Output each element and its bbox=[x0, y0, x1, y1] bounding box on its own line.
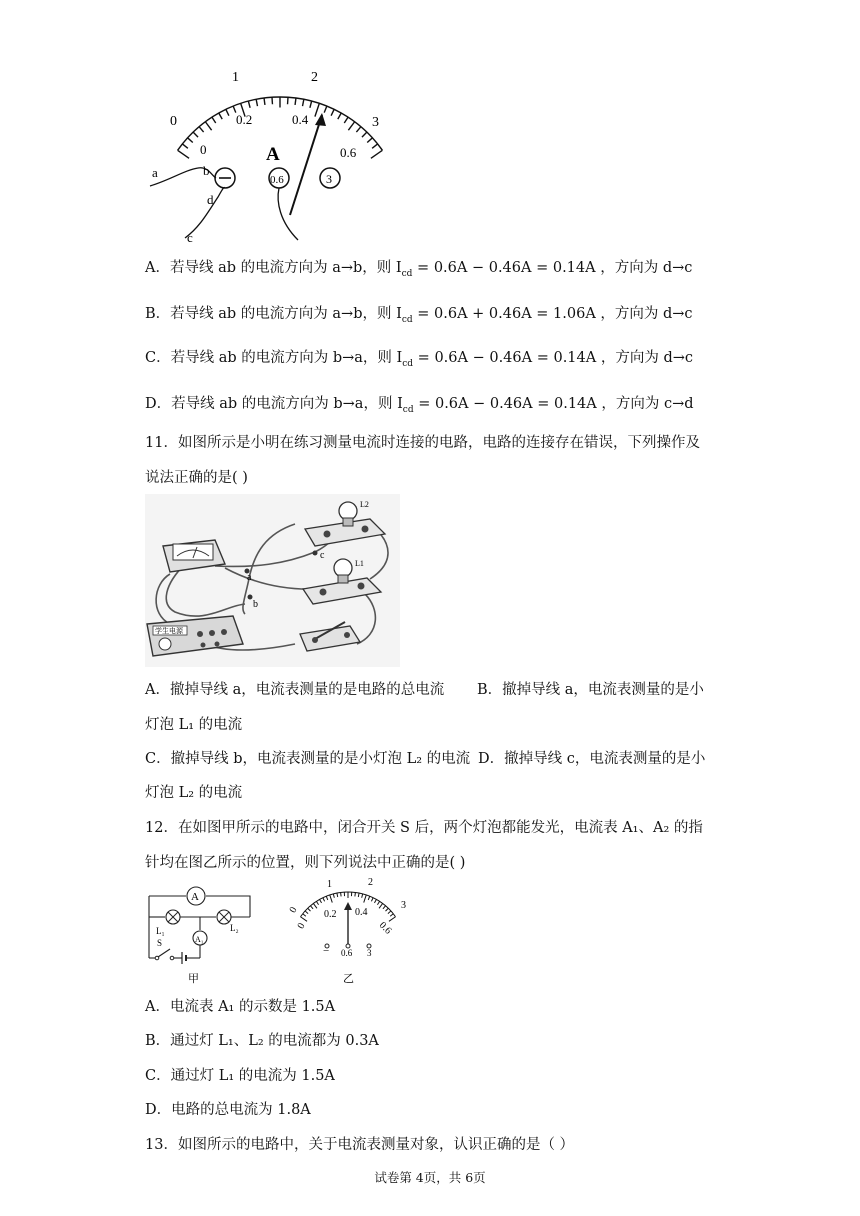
svg-text:3: 3 bbox=[367, 948, 372, 958]
scale-tick bbox=[310, 101, 312, 108]
major-tick-2: 2 bbox=[311, 70, 318, 85]
scale-tick bbox=[324, 106, 327, 112]
q13-stem: 13．如图所示的电路中，关于电流表测量对象，认识正确的是（ ） bbox=[145, 1137, 575, 1153]
scale-tick bbox=[371, 150, 382, 158]
q12-option-d: D．电路的总电流为 1.8A bbox=[145, 1102, 311, 1118]
scale-tick bbox=[212, 117, 216, 123]
svg-text:0.2: 0.2 bbox=[324, 909, 337, 920]
scale-tick bbox=[295, 98, 296, 105]
scale-tick bbox=[374, 899, 376, 902]
scale-tick bbox=[362, 132, 367, 137]
scale-tick bbox=[303, 99, 304, 106]
q12-stem-line1: 12．在如图甲所示的电路中，闭合开关 S 后，两个灯泡都能发光，电流表 A₁、A₂ 的指 bbox=[145, 820, 703, 836]
scale-tick bbox=[367, 138, 372, 143]
scale-tick bbox=[341, 892, 342, 896]
scale-tick bbox=[193, 132, 198, 137]
major-tick-3: 3 bbox=[372, 115, 379, 130]
q11-option-b-line2: 灯泡 L₁ 的电流 bbox=[145, 717, 243, 733]
q10-option-d: D．若导线 ab 的电流方向为 b→a，则 $I_{cd} = 0.6A - 0.46A = 0.14A$ ，方向为 c→d bbox=[145, 396, 694, 415]
major-tick-1: 1 bbox=[232, 70, 239, 85]
scale-tick bbox=[358, 893, 359, 897]
wire-label-b: b bbox=[253, 599, 258, 610]
scale-tick bbox=[372, 144, 377, 148]
scale-tick bbox=[377, 901, 379, 904]
scale-tick bbox=[362, 894, 363, 898]
scale-tick bbox=[264, 98, 265, 105]
wire-0.6 bbox=[278, 188, 298, 240]
scale-tick bbox=[331, 109, 334, 115]
wire-label-c: c bbox=[187, 230, 193, 245]
scale-tick bbox=[388, 911, 391, 914]
switch-s-symbol bbox=[158, 949, 170, 957]
switch-s-label: S bbox=[157, 938, 163, 948]
scale-tick bbox=[178, 150, 189, 158]
scale-tick bbox=[386, 908, 389, 911]
scale-tick bbox=[219, 113, 222, 119]
q11-option-a: A．撤掉导线 a，电流表测量的是电路的总电流 bbox=[145, 682, 445, 698]
lamp-l2-label: L₂ bbox=[230, 923, 239, 933]
q10-ammeter-figure bbox=[140, 62, 400, 247]
minor-tick-0.4: 0.4 bbox=[292, 112, 309, 127]
bulb-l2-label: L2 bbox=[360, 500, 369, 509]
scale-tick bbox=[316, 901, 318, 904]
scale-tick bbox=[256, 99, 257, 106]
svg-text:0.6: 0.6 bbox=[376, 919, 394, 937]
terminal-negative-small: − bbox=[323, 945, 330, 957]
svg-text:2: 2 bbox=[368, 877, 373, 888]
wire-label-b: b bbox=[203, 163, 210, 178]
q11-option-d-line1: D．撤掉导线 c，电流表测量的是小 bbox=[478, 751, 706, 767]
lamp-l1-label: L₁ bbox=[156, 926, 165, 936]
svg-text:0.6: 0.6 bbox=[341, 948, 353, 958]
power-supply-label: 学生电源 bbox=[155, 627, 183, 635]
q11-option-b-line1: B．撤掉导线 a，电流表测量的是小 bbox=[477, 682, 704, 698]
q11-stem-line2: 说法正确的是( ) bbox=[145, 470, 248, 486]
scale-tick bbox=[390, 914, 393, 916]
scale-tick bbox=[205, 122, 211, 130]
pointer-arrowhead bbox=[315, 113, 326, 126]
q10-option-a: A．若导线 ab 的电流方向为 a→b，则 $I_{cd} = 0.6A - 0.46A = 0.14A$ ，方向为 d→c bbox=[145, 260, 693, 279]
scale-tick bbox=[199, 127, 204, 132]
q10-option-b: B．若导线 ab 的电流方向为 a→b，则 $I_{cd} = 0.6A + 0.46A = 1.06A$ ，方向为 d→c bbox=[145, 306, 693, 325]
scale-tick bbox=[315, 103, 319, 116]
minor-tick-0.6: 0.6 bbox=[340, 145, 357, 160]
figure-caption-yi: 乙 bbox=[343, 973, 354, 985]
wire-label-d: d bbox=[207, 192, 214, 207]
scale-tick bbox=[248, 101, 250, 108]
scale-tick bbox=[389, 917, 396, 922]
q12-option-a: A．电流表 A₁ 的示数是 1.5A bbox=[145, 999, 336, 1015]
scale-tick bbox=[320, 899, 322, 902]
scale-tick bbox=[368, 896, 369, 900]
scale-tick bbox=[371, 898, 373, 902]
q11-stem-line1: 11．如图所示是小明在练习测量电流时连接的电路，电路的连接存在错误，下列操作及 bbox=[145, 435, 700, 451]
scale-tick bbox=[323, 898, 325, 902]
scale-tick bbox=[303, 914, 306, 916]
figure-caption-jia: 甲 bbox=[188, 973, 199, 985]
scale-tick bbox=[356, 127, 361, 132]
scale-tick bbox=[300, 917, 307, 922]
wire-label-c: c bbox=[320, 550, 325, 561]
scale-tick bbox=[355, 892, 356, 896]
scale-tick bbox=[344, 117, 348, 123]
svg-text:0.4: 0.4 bbox=[355, 907, 368, 918]
scale-tick bbox=[348, 122, 354, 130]
q11-circuit-photo bbox=[145, 494, 400, 667]
scale-tick bbox=[337, 893, 338, 897]
scale-tick bbox=[188, 138, 193, 143]
scale-tick bbox=[330, 895, 333, 903]
q12-circuit-figure bbox=[140, 878, 260, 990]
unit-label: A bbox=[266, 144, 280, 165]
q12-option-c: C．通过灯 L₁ 的电流为 1.5A bbox=[145, 1068, 335, 1084]
svg-text:0.6: 0.6 bbox=[270, 174, 284, 186]
q11-option-d-line2: 灯泡 L₂ 的电流 bbox=[145, 785, 243, 801]
svg-text:3: 3 bbox=[326, 172, 332, 186]
scale-tick bbox=[379, 903, 383, 908]
bulb-l1-label: L1 bbox=[355, 559, 364, 568]
minor-tick-0.2: 0.2 bbox=[236, 112, 253, 127]
scale-tick bbox=[308, 908, 311, 911]
svg-text:0: 0 bbox=[287, 905, 300, 915]
scale-tick bbox=[305, 911, 308, 914]
svg-text:0: 0 bbox=[295, 921, 308, 931]
svg-text:A₁: A₁ bbox=[195, 935, 204, 944]
major-tick-0: 0 bbox=[170, 114, 177, 129]
page-footer: 试卷第 4页，共 6页 bbox=[374, 1170, 486, 1185]
q12-option-b: B．通过灯 L₁、L₂ 的电流都为 0.3A bbox=[145, 1033, 379, 1049]
svg-text:1: 1 bbox=[327, 879, 332, 890]
svg-text:A: A bbox=[191, 891, 199, 903]
q12-ammeter-figure bbox=[283, 872, 413, 990]
scale-tick bbox=[326, 896, 327, 900]
scale-tick bbox=[313, 903, 317, 908]
scale-tick bbox=[226, 109, 229, 115]
minor-tick-0: 0 bbox=[200, 142, 207, 157]
scale-tick bbox=[182, 144, 187, 148]
wire-label-a: a bbox=[247, 572, 252, 583]
q12-stem-line2: 针均在图乙所示的位置，则下列说法中正确的是( ) bbox=[145, 855, 466, 871]
scale-tick bbox=[310, 906, 313, 909]
ammeter-pointer bbox=[290, 115, 322, 215]
scale-tick bbox=[383, 906, 386, 909]
scale-tick bbox=[333, 894, 334, 898]
svg-text:3: 3 bbox=[401, 900, 406, 911]
scale-tick bbox=[364, 895, 367, 903]
q11-option-c: C．撤掉导线 b，电流表测量的是小灯泡 L₂ 的电流 bbox=[145, 751, 471, 767]
wire-label-a: a bbox=[152, 165, 158, 180]
scale-tick bbox=[338, 113, 341, 119]
q10-option-c: C．若导线 ab 的电流方向为 b→a，则 $I_{cd} = 0.6A - 0.46A = 0.14A$ ，方向为 d→c bbox=[145, 350, 693, 369]
